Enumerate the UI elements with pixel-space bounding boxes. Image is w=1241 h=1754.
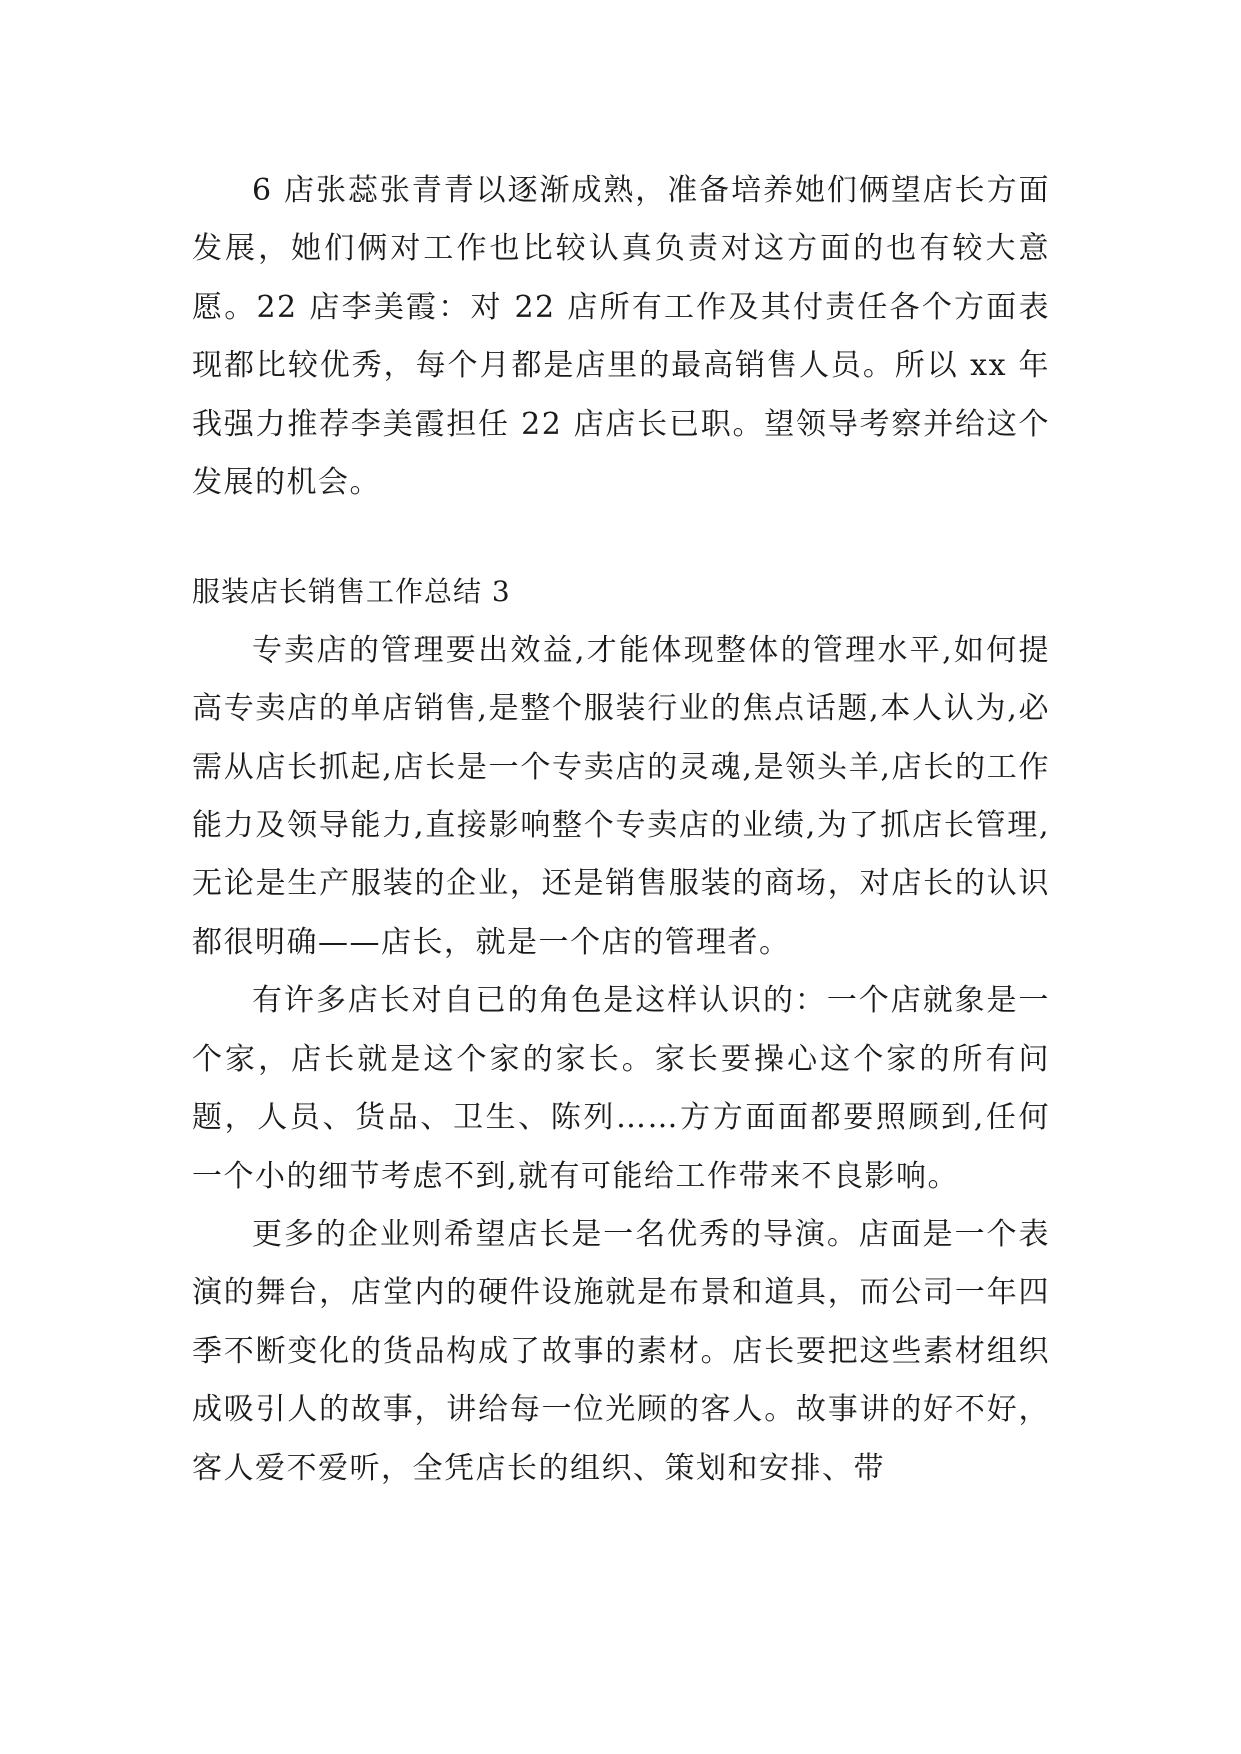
section-heading: 服装店长销售工作总结 3 bbox=[192, 575, 511, 609]
document-body bbox=[192, 162, 1050, 1498]
intro-paragraph: 6 店张蕊张青青以逐渐成熟，准备培养她们俩望店长方面发展，她们俩对工作也比较认真负责对这方面的也有较大意愿。22 店李美霞：对 22 店所有工作及其付责任各个方面表现都比较优秀，每个月都是店里的最高销售人员。所以 xx 年我强力推荐李美霞担任 22 店店长已职。望领导考察并给这个发展的机会。 bbox=[192, 173, 1050, 501]
body-paragraph-2: 有许多店长对自已的角色是这样认识的：一个店就象是一个家，店长就是这个家的家长。家长要操心这个家的所有问题，人员、货品、卫生、陈列……方方面面都要照顾到,任何一个小的细节考虑不到,就有可能给工作带来不良影响。 bbox=[192, 983, 1050, 1194]
body-paragraph-1: 专卖店的管理要出效益,才能体现整体的管理水平,如何提高专卖店的单店销售,是整个服装行业的焦点话题,本人认为,必需从店长抓起,店长是一个专卖店的灵魂,是领头羊,店长的工作能力及领导能力,直接影响整个专卖店的业绩,为了抓店长管理,无论是生产服装的企业，还是销售服装的商场，对店长的认识都很明确——店长，就是一个店的管理者。 bbox=[192, 632, 1050, 960]
body-paragraph-3: 更多的企业则希望店长是一名优秀的导演。店面是一个表演的舞台，店堂内的硬件设施就是布景和道具，而公司一年四季不断变化的货品构成了故事的素材。店长要把这些素材组织成吸引人的故事，讲给每一位光顾的客人。故事讲的好不好，客人爱不爱听，全凭店长的组织、策划和安排、带 bbox=[192, 1216, 1050, 1486]
